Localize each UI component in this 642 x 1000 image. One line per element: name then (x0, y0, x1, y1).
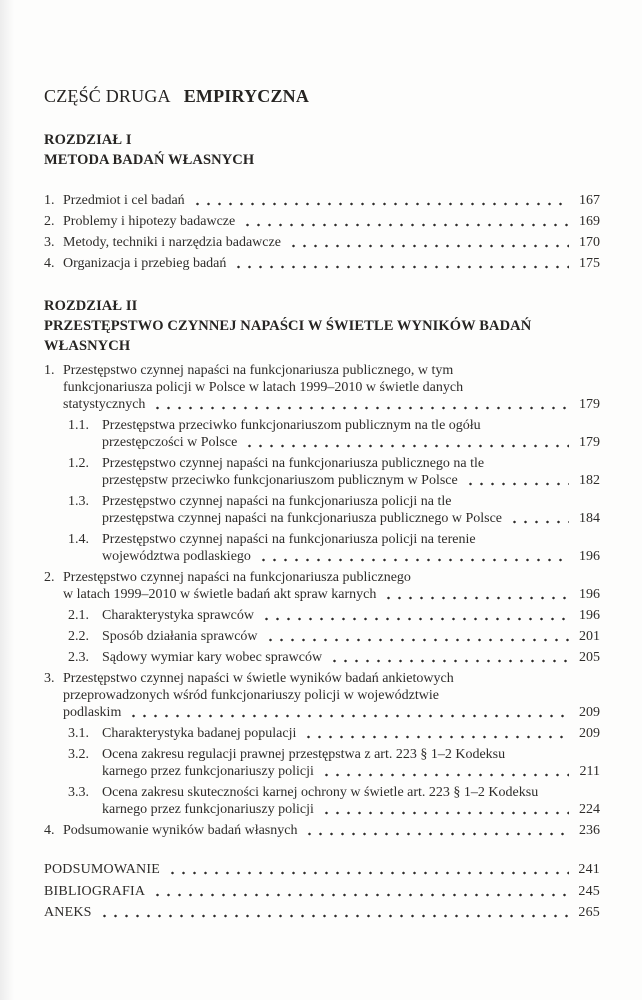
toc-page-number: 167 (579, 193, 600, 208)
part-title (44, 86, 600, 106)
dot-leader (258, 548, 569, 565)
toc-entry-last-line (102, 434, 600, 451)
toc-entry-last-line (102, 628, 600, 645)
toc-entry-number: 3.3. (68, 785, 89, 800)
dot-leader (265, 628, 569, 645)
toc-page-number: 196 (579, 587, 600, 602)
toc-entry-last-line (63, 822, 600, 839)
toc-entry-text: przestępstw przeciwko funkcjonariuszom publicznym w Polsce (102, 473, 458, 488)
toc-entry-last-line (102, 472, 600, 489)
toc-entry-text: przestępstwa czynnej napaści na funkcjonariusza publicznego w Polsce (102, 511, 503, 526)
toc-entry-text-line: Przestępstwo czynnej napaści na funkcjonariusza publicznego na tle (102, 456, 485, 471)
toc-page-number: 241 (578, 862, 600, 877)
toc-entry-text-line: Ocena zakresu regulacji prawnej przestępstwa z art. 223 § 1–2 Kodeksu (102, 747, 506, 762)
toc-entry (44, 493, 600, 527)
backmatter-entry (44, 904, 600, 921)
toc-entry-text: Charakterystyka badanej populacji (102, 726, 297, 741)
toc-page-number: 175 (579, 256, 600, 271)
toc-entry-body (102, 649, 600, 666)
backmatter-label: BIBLIOGRAFIA (44, 883, 146, 899)
toc-entry (44, 362, 600, 413)
toc-entry-text: województwa podlaskiego (102, 549, 251, 564)
toc-entry-text: karnego przez funkcjonariuszy policji (102, 764, 314, 779)
dot-leader (244, 434, 569, 451)
toc-entry-text-line: Przestępstwo czynnej napaści na funkcjonariusza policji na terenie (102, 532, 476, 547)
toc-entry-number: 1.1. (68, 418, 89, 433)
toc-entry-body (63, 362, 600, 413)
toc-entry-last-line (63, 586, 600, 603)
toc-entry (44, 234, 600, 251)
toc-page-number: 179 (579, 397, 600, 412)
backmatter-label: ANEKS (44, 905, 92, 920)
toc-entry-last-line (63, 704, 600, 721)
toc-page-number: 170 (579, 235, 600, 250)
dot-leader (242, 213, 569, 230)
toc-entry-last-line (63, 396, 600, 413)
part-name: EMPIRYCZNA (183, 86, 310, 106)
toc-page-number: 211 (579, 764, 600, 779)
toc-entry-text-line: Przestępstwo czynnej napaści na funkcjonariusza publicznego (63, 570, 411, 585)
toc-entry-last-line (63, 234, 600, 251)
dot-leader (152, 883, 569, 900)
toc-entry-body (63, 192, 600, 209)
backmatter-entry (44, 861, 600, 878)
toc-page-number: 196 (579, 608, 600, 623)
toc-entry-last-line (63, 213, 600, 230)
toc-entry-body (63, 213, 600, 230)
toc-entry (44, 649, 600, 666)
toc-entry (44, 746, 600, 780)
dot-leader (192, 192, 569, 209)
toc-sections (44, 130, 600, 839)
toc-entry-last-line (63, 255, 600, 272)
toc-page-number: 265 (578, 905, 600, 920)
toc-page-number: 205 (579, 650, 600, 665)
toc-entry-number: 1.3. (68, 494, 89, 509)
toc-entry-number: 3. (44, 235, 55, 250)
toc-entry-body (63, 569, 600, 603)
toc-entry-last-line (102, 801, 600, 818)
dot-leader (304, 822, 569, 839)
toc-entry (44, 670, 600, 721)
backmatter-entry (44, 883, 600, 900)
toc-entry (44, 213, 600, 230)
toc-entry (44, 455, 600, 489)
toc-entry-text-line: Przestępstwo czynnej napaści w świetle wyników badań ankietowych (63, 671, 454, 686)
toc-entry (44, 255, 600, 272)
dot-leader (99, 904, 569, 921)
toc-entry-body (102, 746, 600, 780)
toc-entry-number: 2. (44, 214, 55, 229)
backmatter-list (44, 861, 600, 921)
toc-entry-body (63, 255, 600, 272)
toc-page-number: 224 (579, 802, 600, 817)
toc-entry (44, 628, 600, 645)
toc-entry (44, 417, 600, 451)
toc-page-number: 196 (579, 549, 600, 564)
toc-entry-number: 3.2. (68, 747, 89, 762)
dot-leader (261, 607, 569, 624)
dot-leader (288, 234, 569, 251)
toc-entry-body (102, 455, 600, 489)
toc-entry-list (44, 362, 600, 839)
toc-entry-last-line (102, 649, 600, 666)
toc-page-number: 184 (579, 511, 600, 526)
toc-entry (44, 607, 600, 624)
dot-leader (383, 586, 569, 603)
toc-entry-text: Charakterystyka sprawców (102, 608, 255, 623)
toc-entry-last-line (102, 510, 600, 527)
toc-entry-number: 3. (44, 671, 55, 686)
dot-leader (233, 255, 569, 272)
dot-leader (329, 649, 569, 666)
toc-entry-body (102, 725, 600, 742)
toc-entry-number: 2. (44, 570, 55, 585)
toc-page-number: 182 (579, 473, 600, 488)
toc-entry-text-line: Przestępstwo czynnej napaści na funkcjonariusza publicznego, w tym (63, 363, 454, 378)
toc-entry-last-line (102, 607, 600, 624)
toc-entry-last-line (63, 192, 600, 209)
toc-section (44, 296, 600, 839)
toc-entry-text: w latach 1999–2010 w świetle badań akt spraw karnych (63, 587, 377, 602)
toc-entry-number: 1. (44, 363, 55, 378)
backmatter-label: PODSUMOWANIE (44, 862, 160, 877)
toc-page-number: 179 (579, 435, 600, 450)
chapter-title: METODA BADAŃ WŁASNYCH (44, 152, 255, 168)
toc-entry (44, 725, 600, 742)
toc-entry-number: 2.3. (68, 650, 89, 665)
toc-entry-last-line (102, 725, 600, 742)
chapter-title: PRZESTĘPSTWO CZYNNEJ NAPAŚCI W ŚWIETLE WYNIKÓW BADAŃ WŁASNYCH (44, 318, 532, 354)
dot-leader (128, 704, 569, 721)
toc-entry-text-line: przeprowadzonych wśród funkcjonariuszy policji w województwie (63, 688, 439, 703)
toc-entry-number: 2.2. (68, 629, 89, 644)
toc-entry-body (102, 417, 600, 451)
toc-entry-text-line: Przestępstwa przeciwko funkcjonariuszom publicznym na tle ogółu (102, 418, 481, 433)
toc-entry (44, 569, 600, 603)
toc-entry-text-line: Przestępstwo czynnej napaści na funkcjonariusza policji na tle (102, 494, 452, 509)
toc-page-number: 209 (579, 705, 600, 720)
toc-entry-number: 1.2. (68, 456, 89, 471)
dot-leader (321, 801, 569, 818)
toc-entry (44, 192, 600, 209)
toc-entry-number: 1.4. (68, 532, 89, 547)
toc-entry (44, 531, 600, 565)
chapter-label: ROZDZIAŁ II (44, 298, 138, 314)
toc-entry-number: 4. (44, 256, 55, 271)
chapter-label: ROZDZIAŁ I (44, 132, 132, 148)
toc-entry-text: Podsumowanie wyników badań własnych (63, 823, 298, 838)
toc-entry-text: Organizacja i przebieg badań (63, 256, 227, 271)
toc-entry-number: 2.1. (68, 608, 89, 623)
toc-entry-text-line: funkcjonariusza policji w Polsce w latach 1999–2010 w świetle danych (63, 380, 464, 395)
toc-entry-list (44, 192, 600, 272)
toc-entry-number: 4. (44, 823, 55, 838)
dot-leader (509, 510, 569, 527)
dot-leader (167, 861, 569, 878)
toc-entry-body (102, 531, 600, 565)
toc-entry-body (63, 670, 600, 721)
toc-entry-number: 3.1. (68, 726, 89, 741)
toc-entry-text: Sądowy wymiar kary wobec sprawców (102, 650, 323, 665)
toc-entry-text: karnego przez funkcjonariuszy policji (102, 802, 314, 817)
toc-section (44, 130, 600, 272)
dot-leader (321, 763, 569, 780)
toc-entry-body (102, 628, 600, 645)
toc-entry-last-line (102, 548, 600, 565)
toc-entry-text: przestępczości w Polsce (102, 435, 238, 450)
toc-entry-body (63, 234, 600, 251)
toc-page-number: 209 (579, 726, 600, 741)
toc-entry-body (102, 784, 600, 818)
toc-page-number: 245 (578, 883, 600, 899)
toc-page-number: 201 (579, 629, 600, 644)
toc-entry-text-line: Ocena zakresu skuteczności karnej ochrony w świetle art. 223 § 1–2 Kodeksu (102, 785, 539, 800)
toc-entry-number: 1. (44, 193, 55, 208)
toc-entry-body (102, 493, 600, 527)
toc-entry (44, 822, 600, 839)
dot-leader (303, 725, 569, 742)
dot-leader (465, 472, 569, 489)
toc-entry-body (102, 607, 600, 624)
toc-entry-text: Metody, techniki i narzędzia badawcze (63, 235, 281, 250)
toc-entry (44, 784, 600, 818)
dot-leader (152, 396, 569, 413)
toc-entry-text: Przedmiot i cel badań (63, 193, 185, 208)
toc-entry-text: statystycznych (63, 397, 146, 412)
part-label: CZĘŚĆ DRUGA (44, 86, 171, 106)
toc-page-number: 169 (579, 214, 600, 229)
toc-entry-body (63, 822, 600, 839)
toc-page-number: 236 (579, 823, 600, 838)
toc-entry-text: Problemy i hipotezy badawcze (63, 214, 236, 229)
toc-entry-text: podlaskim (63, 705, 122, 720)
toc-entry-text: Sposób działania sprawców (102, 629, 258, 644)
toc-entry-last-line (102, 763, 600, 780)
